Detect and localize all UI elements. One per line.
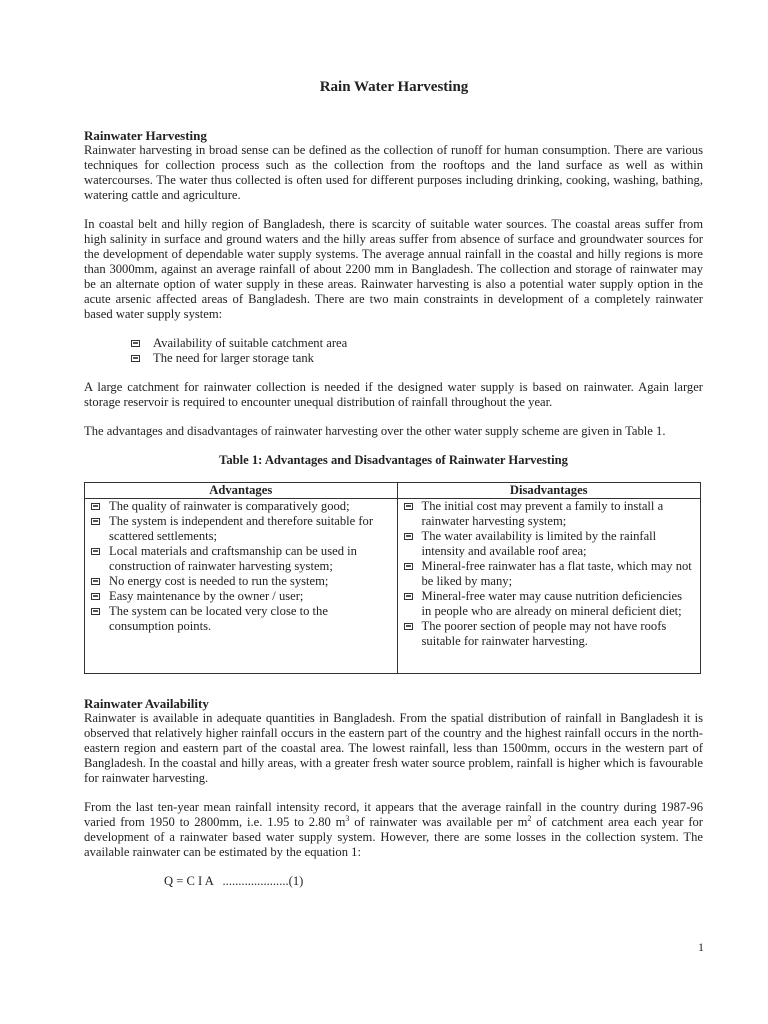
paragraph: In coastal belt and hilly region of Bangladesh, there is scarcity of suitable water sources. The coastal areas suffer from high salinity in surface and ground waters and the hilly areas suffer from absence of surface and groundwater sources for the development of dependable water supply systems. The average annual rainfall in the coastal and hilly regions is more than 3000mm, against an average rainfall of about 2200 mm in Bangladesh. The collection and storage of rainwater may be an alternate option of water supply in these areas. Rainwater harvesting is also a potential water supply option in the acute arsenic affected areas of Bangladesh. There are two main constraints in development of a completely rainwater based water supply system:: [84, 217, 703, 321]
list-item: The initial cost may prevent a family to install a rainwater harvesting system;: [404, 499, 693, 529]
checkbox-bullet-icon: [404, 503, 413, 510]
checkbox-bullet-icon: [91, 608, 100, 615]
paragraph: From the last ten-year mean rainfall intensity record, it appears that the average rainfall in the country during 1987-96 varied from 1950 to 2800mm, i.e. 1.95 to 2.80 $m^3$ of rainwater was available per $m^2$ of catchment area each year for development of a rainwater based water supply system. However, there are some losses in the collection system. The available rainwater can be estimated by the equation 1:: [84, 800, 703, 859]
paragraph: The advantages and disadvantages of rainwater harvesting over the other water supply scheme are given in Table 1.: [84, 424, 666, 438]
document-body: [84, 128, 703, 889]
paragraph: Rainwater harvesting in broad sense can be defined as the collection of runoff for human consumption. There are various techniques for collection process such as the collection from the rooftops and the land surface as well as within watercourses. The water thus collected is often used for different purposes including drinking, cooking, washing, bathing, watering cattle and agriculture.: [84, 143, 703, 202]
list-item: The poorer section of people may not have roofs suitable for rainwater harvesting.: [404, 619, 693, 649]
list-item: Mineral-free rainwater has a flat taste, which may not be liked by many;: [404, 559, 693, 589]
list-item: Availability of suitable catchment area: [131, 336, 703, 351]
list-item: The system can be located very close to the consumption points.: [91, 604, 389, 634]
section-heading-rainwater-harvesting: Rainwater Harvesting: [84, 128, 207, 143]
equation: Q = C I A .....................(1): [164, 874, 304, 888]
paragraph: A large catchment for rainwater collection is needed if the designed water supply is based on rainwater. Again larger storage reservoir is required to encounter unequal distribution of rainfall throughout the year.: [84, 380, 703, 409]
checkbox-bullet-icon: [131, 340, 140, 347]
advantages-disadvantages-table: [84, 482, 701, 674]
page-title: Rain Water Harvesting: [319, 79, 469, 95]
section-heading-rainwater-availability: Rainwater Availability: [84, 696, 209, 711]
checkbox-bullet-icon: [91, 503, 100, 510]
page-number: 1: [698, 940, 704, 954]
table-header-disadvantages: Disadvantages: [397, 483, 701, 499]
list-item: The system is independent and therefore suitable for scattered settlements;: [91, 514, 389, 544]
list-item: The water availability is limited by the rainfall intensity and available roof area;: [404, 529, 693, 559]
table-header-advantages: Advantages: [85, 483, 398, 499]
disadvantages-cell: [397, 499, 701, 674]
list-item: Mineral-free water may cause nutrition deficiencies in people who are already on mineral deficient diet;: [404, 589, 693, 619]
constraints-list: [131, 336, 703, 366]
list-item: No energy cost is needed to run the system;: [91, 574, 389, 589]
list-item: The quality of rainwater is comparatively good;: [91, 499, 389, 514]
list-item: Easy maintenance by the owner / user;: [91, 589, 389, 604]
checkbox-bullet-icon: [91, 548, 100, 555]
paragraph: Rainwater is available in adequate quantities in Bangladesh. From the spatial distribution of rainfall in Bangladesh it is observed that relatively higher rainfall occurs in the eastern part of the country and the highest rainfall occurs in the north-eastern region and eastern part of the coastal area. The lowest rainfall, less than 1500mm, occurs in the western part of Bangladesh. In the coastal and hilly areas, with a greater fresh water source problem, rainfall is higher which is favourable for rainwater harvesting.: [84, 711, 703, 785]
list-item: Local materials and craftsmanship can be used in construction of rainwater harvesting system;: [91, 544, 389, 574]
checkbox-bullet-icon: [404, 623, 413, 630]
checkbox-bullet-icon: [131, 355, 140, 362]
checkbox-bullet-icon: [404, 593, 413, 600]
checkbox-bullet-icon: [91, 578, 100, 585]
table-caption: Table 1: Advantages and Disadvantages of Rainwater Harvesting: [219, 453, 568, 467]
checkbox-bullet-icon: [404, 563, 413, 570]
list-item: The need for larger storage tank: [131, 351, 703, 366]
checkbox-bullet-icon: [404, 533, 413, 540]
advantages-cell: [85, 499, 398, 674]
checkbox-bullet-icon: [91, 518, 100, 525]
checkbox-bullet-icon: [91, 593, 100, 600]
